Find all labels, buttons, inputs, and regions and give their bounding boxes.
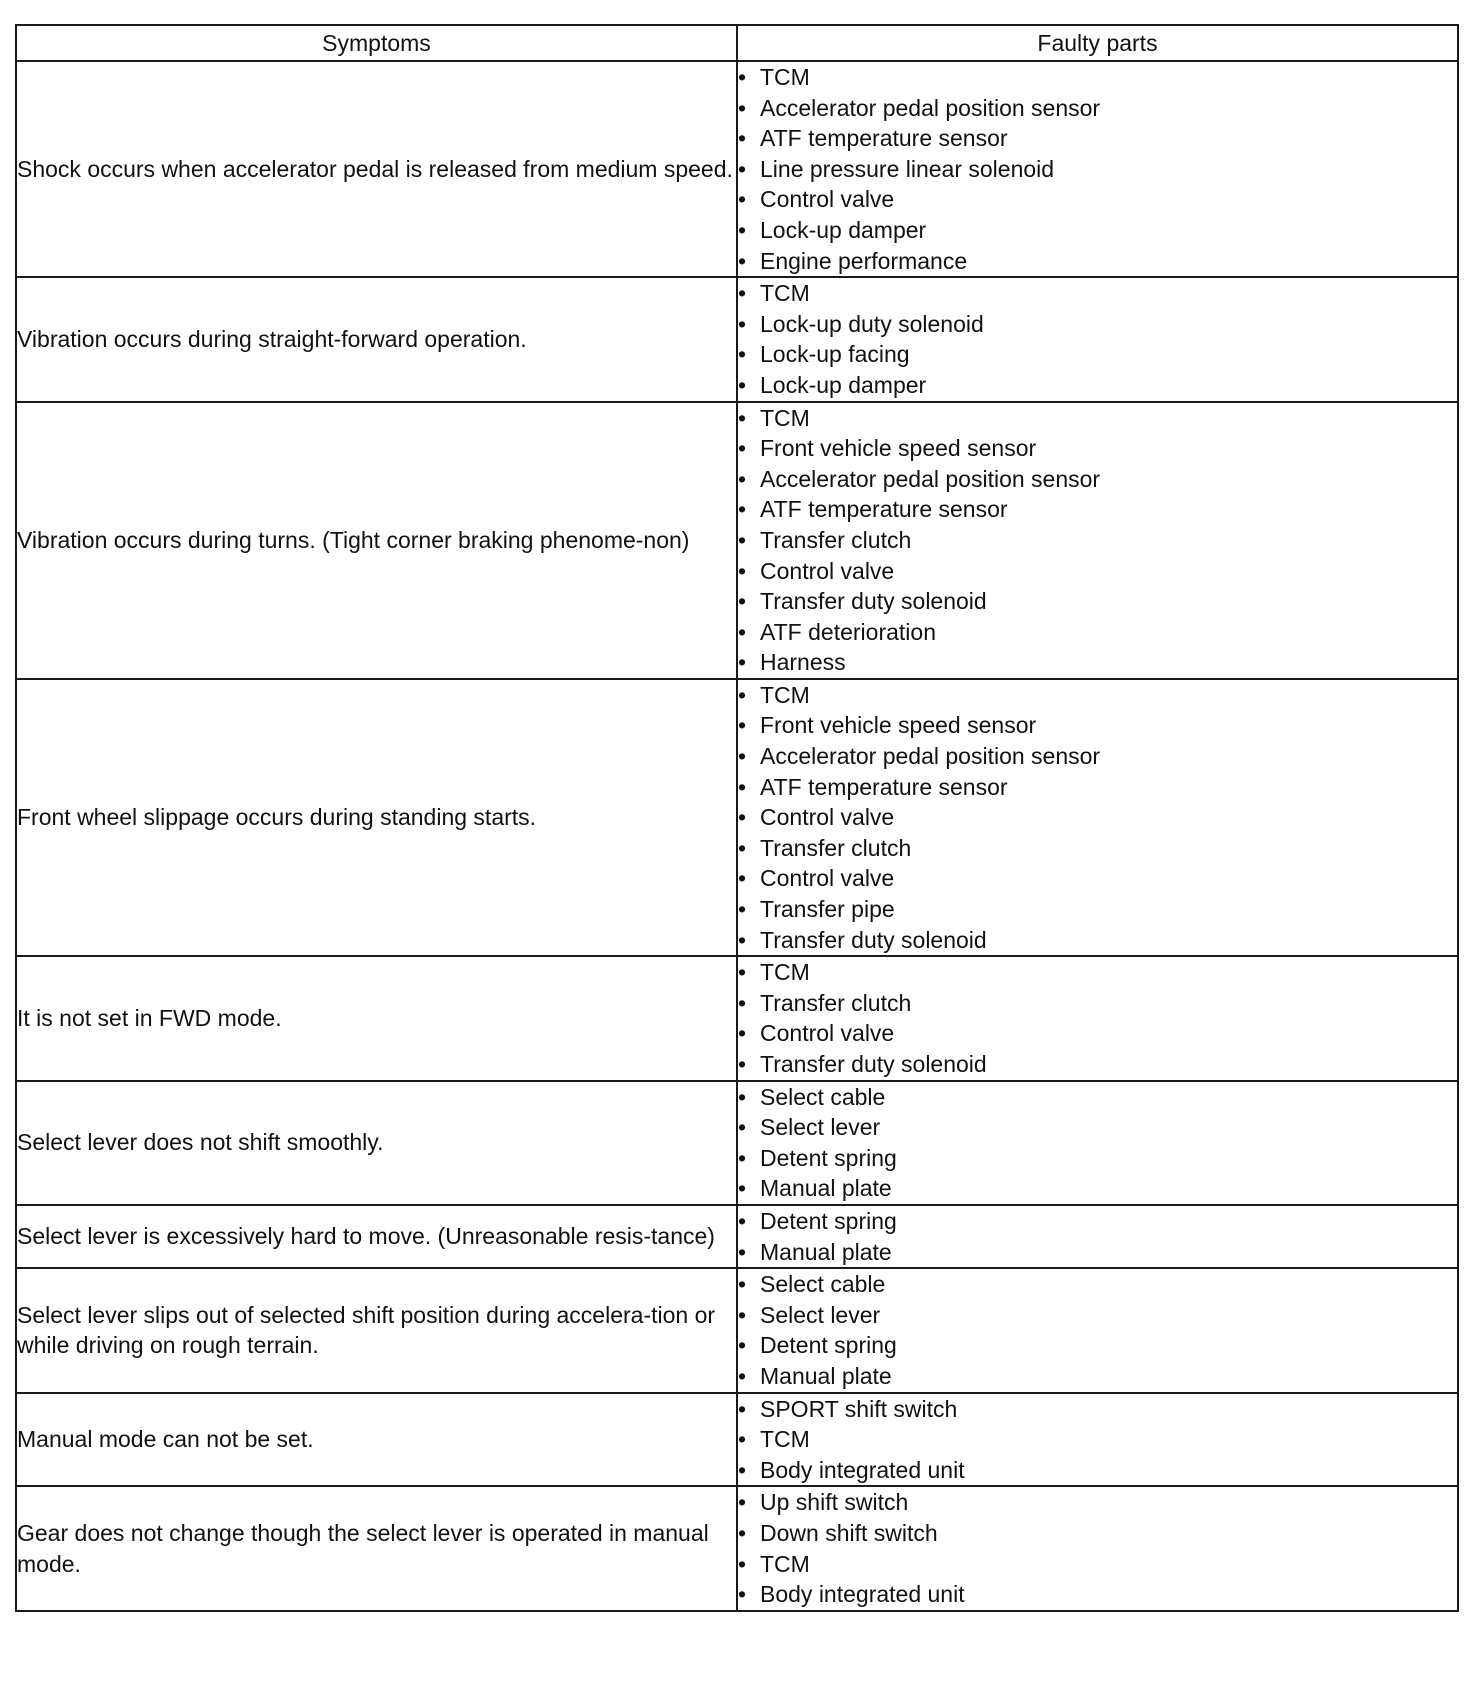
- symptom-cell: Vibration occurs during straight-forward operation.: [16, 277, 737, 401]
- list-item: [738, 1361, 1457, 1392]
- list-item: [738, 802, 1457, 833]
- bullet-icon: •: [738, 1426, 747, 1453]
- bullet-icon: •: [738, 926, 747, 953]
- bullet-icon: •: [738, 896, 747, 923]
- list-item: [738, 403, 1457, 434]
- faulty-part-label: Lock-up facing: [760, 341, 910, 368]
- bullet-icon: •: [738, 1395, 747, 1422]
- bullet-icon: •: [738, 371, 747, 398]
- bullet-icon: •: [738, 186, 747, 213]
- list-item: [738, 741, 1457, 772]
- faulty-parts-cell: [737, 1486, 1458, 1610]
- bullet-icon: •: [738, 557, 747, 584]
- symptom-cell: Select lever does not shift smoothly.: [16, 1081, 737, 1205]
- bullet-icon: •: [738, 155, 747, 182]
- list-item: [738, 464, 1457, 495]
- bullet-icon: •: [738, 125, 747, 152]
- bullet-icon: •: [738, 834, 747, 861]
- faulty-parts-list: [738, 680, 1457, 955]
- faulty-parts-cell: [737, 956, 1458, 1080]
- faulty-part-label: Line pressure linear solenoid: [760, 155, 1055, 182]
- list-item: [738, 1049, 1457, 1080]
- bullet-icon: •: [738, 681, 747, 708]
- bullet-icon: •: [738, 1332, 747, 1359]
- bullet-icon: •: [738, 712, 747, 739]
- list-item: [738, 1300, 1457, 1331]
- faulty-parts-list: [738, 62, 1457, 276]
- faulty-parts-list: [738, 1487, 1457, 1609]
- list-item: [738, 184, 1457, 215]
- faulty-parts-cell: [737, 402, 1458, 679]
- symptom-fault-table: [15, 24, 1459, 1612]
- list-item: [738, 988, 1457, 1019]
- bullet-icon: •: [738, 588, 747, 615]
- table-row: [16, 1393, 1458, 1487]
- faulty-part-label: Manual plate: [760, 1238, 892, 1265]
- list-item: [738, 710, 1457, 741]
- faulty-parts-list: [738, 1206, 1457, 1267]
- faulty-parts-list: [738, 1269, 1457, 1391]
- table-row: [16, 402, 1458, 679]
- faulty-part-label: Control valve: [760, 557, 895, 584]
- faulty-parts-cell: [737, 1205, 1458, 1268]
- faulty-part-label: Manual plate: [760, 1362, 892, 1389]
- list-item: [738, 1518, 1457, 1549]
- faulty-part-label: TCM: [760, 1426, 810, 1453]
- list-item: [738, 1082, 1457, 1113]
- faulty-part-label: Select cable: [760, 1083, 886, 1110]
- bullet-icon: •: [738, 1271, 747, 1298]
- list-item: [738, 1424, 1457, 1455]
- list-item: [738, 1206, 1457, 1237]
- faulty-part-label: Detent spring: [760, 1207, 897, 1234]
- list-item: [738, 556, 1457, 587]
- list-item: [738, 1143, 1457, 1174]
- bullet-icon: •: [738, 247, 747, 274]
- faulty-part-label: Accelerator pedal position sensor: [760, 743, 1101, 770]
- list-item: [738, 309, 1457, 340]
- faulty-part-label: Control valve: [760, 804, 895, 831]
- faulty-part-label: Transfer clutch: [760, 834, 912, 861]
- faulty-part-label: Select lever: [760, 1301, 881, 1328]
- list-item: [738, 1018, 1457, 1049]
- list-item: [738, 863, 1457, 894]
- faulty-part-label: Transfer pipe: [760, 896, 895, 923]
- list-item: [738, 339, 1457, 370]
- faulty-part-label: Lock-up duty solenoid: [760, 310, 984, 337]
- faulty-parts-cell: [737, 1393, 1458, 1487]
- faulty-part-label: TCM: [760, 1550, 810, 1577]
- faulty-part-label: Lock-up damper: [760, 371, 927, 398]
- list-item: [738, 123, 1457, 154]
- table-row: [16, 277, 1458, 401]
- list-item: [738, 433, 1457, 464]
- faulty-parts-cell: [737, 277, 1458, 401]
- bullet-icon: •: [738, 804, 747, 831]
- list-item: [738, 246, 1457, 277]
- bullet-icon: •: [738, 773, 747, 800]
- table-row: [16, 679, 1458, 956]
- list-item: [738, 370, 1457, 401]
- symptom-cell: Gear does not change though the select lever is operated in manual mode.: [16, 1486, 737, 1610]
- list-item: [738, 1269, 1457, 1300]
- list-item: [738, 494, 1457, 525]
- bullet-icon: •: [738, 1301, 747, 1328]
- bullet-icon: •: [738, 1020, 747, 1047]
- faulty-parts-list: [738, 957, 1457, 1079]
- symptom-cell: Shock occurs when accelerator pedal is released from medium speed.: [16, 61, 737, 277]
- faulty-part-label: Control valve: [760, 1020, 895, 1047]
- bullet-icon: •: [738, 743, 747, 770]
- list-item: [738, 1330, 1457, 1361]
- bullet-icon: •: [738, 404, 747, 431]
- faulty-part-label: Accelerator pedal position sensor: [760, 465, 1101, 492]
- symptom-cell: Select lever is excessively hard to move. (Unreasonable resis-tance): [16, 1205, 737, 1268]
- faulty-part-label: ATF temperature sensor: [760, 496, 1008, 523]
- list-item: [738, 1173, 1457, 1204]
- list-item: [738, 833, 1457, 864]
- list-item: [738, 680, 1457, 711]
- bullet-icon: •: [738, 1489, 747, 1516]
- list-item: [738, 647, 1457, 678]
- faulty-part-label: Transfer clutch: [760, 989, 912, 1016]
- table-row: [16, 1081, 1458, 1205]
- list-item: [738, 925, 1457, 956]
- symptom-cell: Manual mode can not be set.: [16, 1393, 737, 1487]
- bullet-icon: •: [738, 989, 747, 1016]
- bullet-icon: •: [738, 649, 747, 676]
- list-item: [738, 93, 1457, 124]
- faulty-part-label: TCM: [760, 404, 810, 431]
- bullet-icon: •: [738, 310, 747, 337]
- faulty-parts-cell: [737, 1268, 1458, 1392]
- faulty-parts-cell: [737, 61, 1458, 277]
- list-item: [738, 278, 1457, 309]
- faulty-parts-cell: [737, 1081, 1458, 1205]
- faulty-parts-list: [738, 1082, 1457, 1204]
- faulty-part-label: Harness: [760, 649, 846, 676]
- symptom-cell: Vibration occurs during turns. (Tight corner braking phenome-non): [16, 402, 737, 679]
- faulty-part-label: ATF temperature sensor: [760, 773, 1008, 800]
- faulty-part-label: Front vehicle speed sensor: [760, 435, 1037, 462]
- table-row: [16, 1268, 1458, 1392]
- faulty-part-label: Transfer duty solenoid: [760, 1051, 987, 1077]
- bullet-icon: •: [738, 64, 747, 90]
- faulty-part-label: Manual plate: [760, 1175, 892, 1202]
- faulty-part-label: TCM: [760, 64, 810, 90]
- faulty-part-label: TCM: [760, 280, 810, 307]
- bullet-icon: •: [738, 1362, 747, 1389]
- list-item: [738, 1237, 1457, 1268]
- bullet-icon: •: [738, 618, 747, 645]
- symptoms-column-header: Symptoms: [16, 25, 737, 61]
- bullet-icon: •: [738, 94, 747, 121]
- bullet-icon: •: [738, 1114, 747, 1141]
- bullet-icon: •: [738, 1144, 747, 1171]
- bullet-icon: •: [738, 865, 747, 892]
- list-item: [738, 62, 1457, 93]
- bullet-icon: •: [738, 1238, 747, 1265]
- list-item: [738, 617, 1457, 648]
- bullet-icon: •: [738, 1051, 747, 1077]
- symptom-cell: Select lever slips out of selected shift position during accelera-tion or while driving on rough terrain.: [16, 1268, 737, 1392]
- list-item: [738, 957, 1457, 988]
- list-item: [738, 1487, 1457, 1518]
- table-row: [16, 1486, 1458, 1610]
- faulty-parts-column-header: Faulty parts: [737, 25, 1458, 61]
- faulty-part-label: TCM: [760, 681, 810, 708]
- bullet-icon: •: [738, 1175, 747, 1202]
- table-row: [16, 1205, 1458, 1268]
- faulty-part-label: Detent spring: [760, 1144, 897, 1171]
- bullet-icon: •: [738, 1550, 747, 1577]
- list-item: [738, 894, 1457, 925]
- table-body: [16, 61, 1458, 1611]
- bullet-icon: •: [738, 959, 747, 986]
- list-item: [738, 1112, 1457, 1143]
- faulty-part-label: Down shift switch: [760, 1519, 938, 1546]
- faulty-part-label: TCM: [760, 959, 810, 986]
- faulty-part-label: Lock-up damper: [760, 216, 927, 243]
- faulty-part-label: Control valve: [760, 865, 895, 892]
- faulty-parts-list: [738, 403, 1457, 678]
- faulty-parts-list: [738, 1394, 1457, 1486]
- faulty-part-label: SPORT shift switch: [760, 1395, 958, 1422]
- bullet-icon: •: [738, 1083, 747, 1110]
- faulty-part-label: Transfer clutch: [760, 526, 912, 553]
- bullet-icon: •: [738, 341, 747, 368]
- faulty-part-label: Engine performance: [760, 247, 968, 274]
- faulty-part-label: Body integrated unit: [760, 1581, 965, 1608]
- list-item: [738, 586, 1457, 617]
- faulty-part-label: Transfer duty solenoid: [760, 588, 987, 615]
- faulty-part-label: Front vehicle speed sensor: [760, 712, 1037, 739]
- symptom-cell: Front wheel slippage occurs during standing starts.: [16, 679, 737, 956]
- faulty-part-label: Up shift switch: [760, 1489, 909, 1516]
- faulty-parts-cell: [737, 679, 1458, 956]
- list-item: [738, 1455, 1457, 1486]
- bullet-icon: •: [738, 280, 747, 307]
- list-item: [738, 525, 1457, 556]
- faulty-part-label: Select cable: [760, 1271, 886, 1298]
- list-item: [738, 215, 1457, 246]
- table-row: [16, 956, 1458, 1080]
- bullet-icon: •: [738, 465, 747, 492]
- bullet-icon: •: [738, 216, 747, 243]
- faulty-part-label: ATF deterioration: [760, 618, 936, 645]
- faulty-part-label: Accelerator pedal position sensor: [760, 94, 1101, 121]
- faulty-part-label: ATF temperature sensor: [760, 125, 1008, 152]
- list-item: [738, 772, 1457, 803]
- bullet-icon: •: [738, 496, 747, 523]
- list-item: [738, 1394, 1457, 1425]
- faulty-part-label: Body integrated unit: [760, 1456, 965, 1483]
- list-item: [738, 1579, 1457, 1610]
- table-row: [16, 61, 1458, 277]
- faulty-part-label: Control valve: [760, 186, 895, 213]
- table-header-row: [16, 25, 1458, 61]
- faulty-parts-list: [738, 278, 1457, 400]
- bullet-icon: •: [738, 1207, 747, 1234]
- faulty-part-label: Detent spring: [760, 1332, 897, 1359]
- bullet-icon: •: [738, 1581, 747, 1608]
- bullet-icon: •: [738, 1456, 747, 1483]
- bullet-icon: •: [738, 1519, 747, 1546]
- list-item: [738, 154, 1457, 185]
- symptom-cell: It is not set in FWD mode.: [16, 956, 737, 1080]
- bullet-icon: •: [738, 526, 747, 553]
- bullet-icon: •: [738, 435, 747, 462]
- faulty-part-label: Transfer duty solenoid: [760, 926, 987, 953]
- list-item: [738, 1549, 1457, 1580]
- faulty-part-label: Select lever: [760, 1114, 881, 1141]
